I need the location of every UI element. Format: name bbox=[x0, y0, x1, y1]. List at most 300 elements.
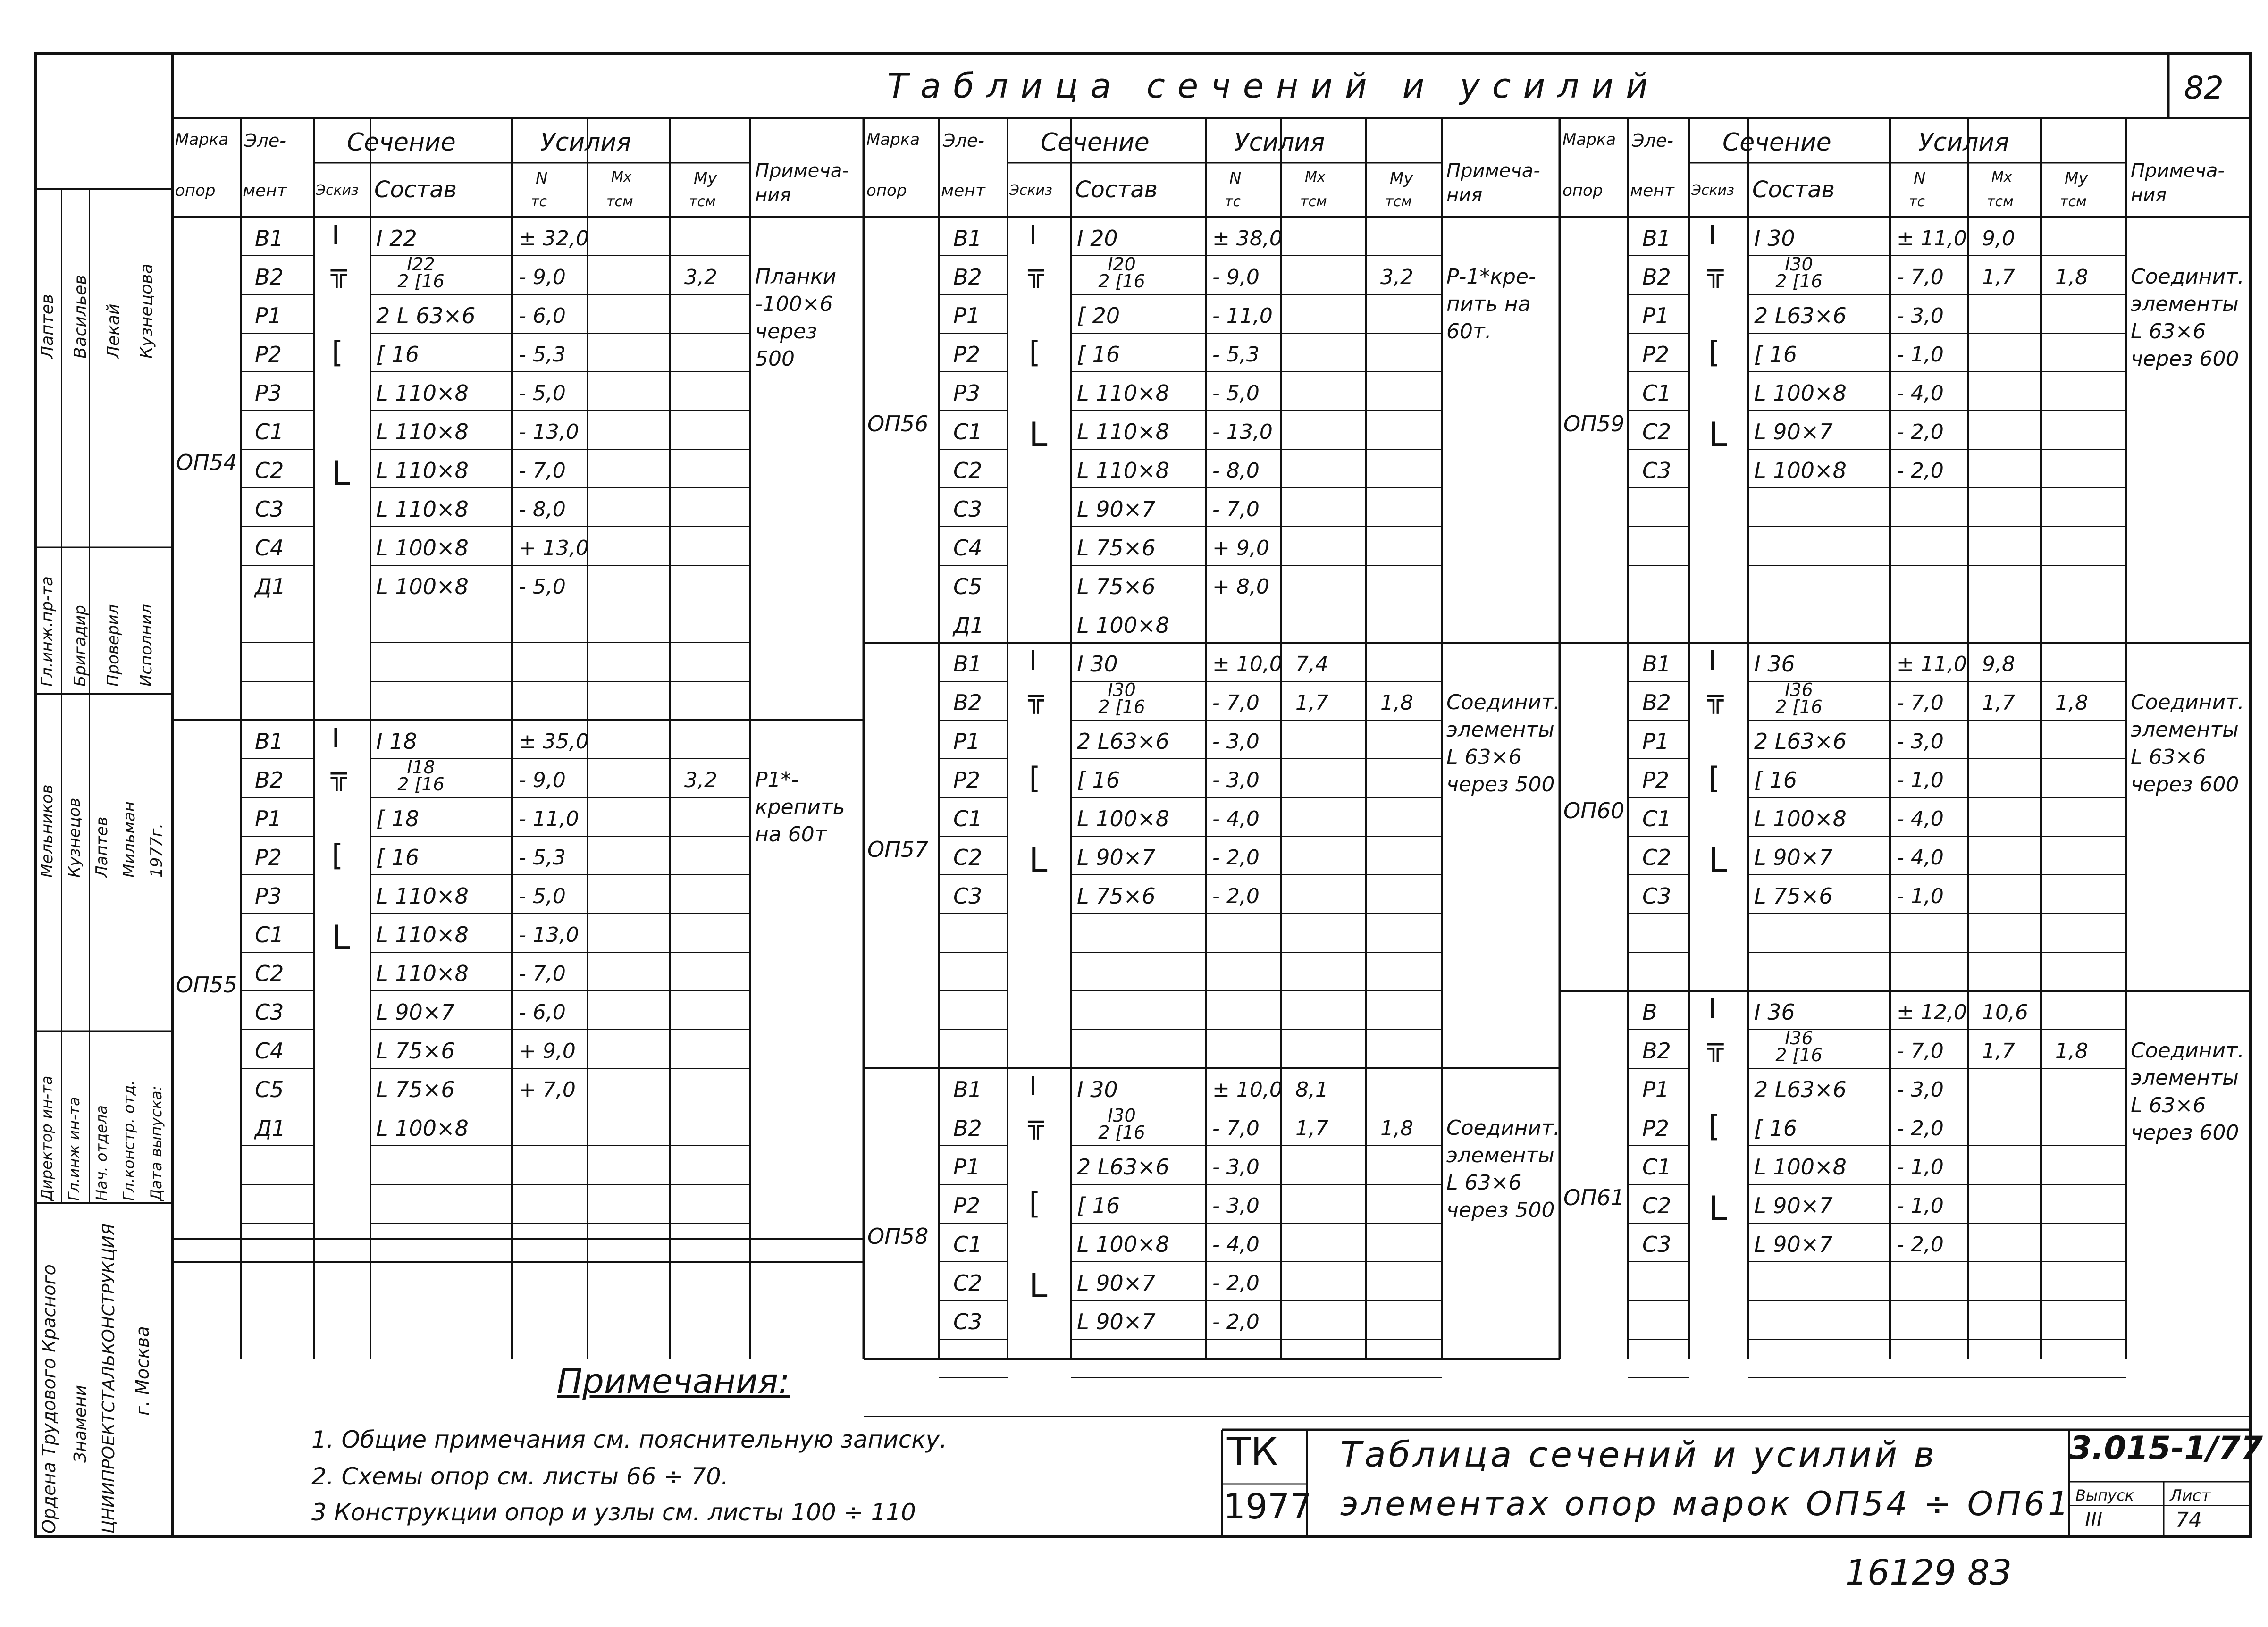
sketch-angle-icon: L bbox=[1708, 1189, 1727, 1228]
row-section: L 110×8 bbox=[376, 922, 469, 948]
row-section: L 90×7 bbox=[376, 999, 455, 1025]
header-composition: Состав bbox=[374, 176, 457, 203]
row-my: 1,8 bbox=[2055, 265, 2088, 289]
org-name: г. Москва bbox=[132, 1326, 153, 1416]
row-element: С4 bbox=[255, 1038, 284, 1064]
row-n: - 9,0 bbox=[519, 768, 566, 792]
row-n: ± 11,0 bbox=[1897, 652, 1967, 676]
row-n: - 5,0 bbox=[519, 381, 566, 405]
row-section: L 90×7 bbox=[1754, 845, 1833, 870]
row-n: + 7,0 bbox=[519, 1078, 576, 1102]
group-note: Планки -100×6 через 500 bbox=[755, 265, 837, 371]
row-element: С1 bbox=[1642, 380, 1672, 406]
sheet-title: Таблица сечений и усилий bbox=[887, 66, 1660, 106]
row-n: - 2,0 bbox=[1897, 1116, 1944, 1141]
sketch-i-beam-icon: I bbox=[332, 723, 340, 754]
row-n: - 1,0 bbox=[1897, 1194, 1944, 1218]
row-mx: 8,1 bbox=[1295, 1078, 1328, 1102]
sketch-i-beam-icon: I bbox=[1708, 646, 1717, 676]
header-mark: Марка bbox=[866, 130, 920, 149]
row-section: I 22 bbox=[376, 226, 417, 251]
row-n: - 3,0 bbox=[1897, 304, 1944, 328]
group-mark: ОП58 bbox=[867, 1224, 929, 1249]
row-section: I36 2 [16 bbox=[1775, 679, 1823, 717]
row-n: - 7,0 bbox=[1897, 691, 1944, 715]
header-mark: Марка bbox=[175, 130, 229, 149]
row-section: [ 16 bbox=[376, 845, 420, 870]
row-section: 2 L63×6 bbox=[1077, 1154, 1169, 1180]
row-n: - 7,0 bbox=[1897, 265, 1944, 289]
sketch-channel-icon: [ bbox=[1029, 761, 1041, 795]
row-element: С2 bbox=[953, 1270, 983, 1296]
row-section: I 36 bbox=[1754, 651, 1795, 677]
sketch-angle-icon: L bbox=[332, 918, 350, 957]
header-mark: Марка bbox=[1562, 130, 1616, 149]
row-n: - 4,0 bbox=[1212, 807, 1260, 831]
stamp-name: Мельников bbox=[38, 784, 57, 878]
row-section: L 75×6 bbox=[376, 1038, 455, 1064]
row-element: Д1 bbox=[255, 1115, 286, 1141]
group-mark: ОП56 bbox=[867, 411, 929, 436]
row-section: L 75×6 bbox=[1754, 883, 1833, 909]
row-n: - 2,0 bbox=[1212, 884, 1260, 908]
header-element: Эле- bbox=[943, 130, 984, 151]
sketch-compound-icon: ╦ bbox=[1028, 683, 1044, 714]
org-name: Знамени bbox=[71, 1385, 90, 1463]
header-sketch: Эскиз bbox=[1009, 182, 1053, 199]
row-element: С1 bbox=[255, 419, 284, 444]
row-section: L 100×8 bbox=[1077, 806, 1169, 831]
sketch-angle-icon: L bbox=[332, 454, 350, 493]
row-section: L 110×8 bbox=[376, 883, 469, 909]
row-section: 2 L63×6 bbox=[1754, 1077, 1847, 1102]
row-section: I20 2 [16 bbox=[1098, 254, 1145, 292]
stamp-role: Проверил bbox=[104, 604, 123, 687]
row-element: В1 bbox=[953, 1077, 982, 1102]
row-section: L 110×8 bbox=[376, 458, 469, 483]
stamp-name: 1977г. bbox=[147, 823, 166, 878]
row-n: - 7,0 bbox=[1212, 691, 1260, 715]
row-element: В2 bbox=[1642, 264, 1671, 290]
header-forces: Усилия bbox=[1234, 128, 1325, 157]
row-element: С3 bbox=[255, 496, 284, 522]
sketch-channel-icon: [ bbox=[1708, 761, 1720, 795]
row-n: - 6,0 bbox=[519, 1000, 566, 1024]
note-item-1: 1. Общие примечания см. пояснительную записку. bbox=[311, 1426, 947, 1453]
row-element: Д1 bbox=[255, 574, 286, 599]
row-n: - 5,3 bbox=[519, 343, 566, 367]
row-element: С3 bbox=[1642, 1232, 1672, 1257]
row-section: L 75×6 bbox=[1077, 535, 1156, 561]
sketch-channel-icon: [ bbox=[1029, 1186, 1041, 1221]
notes-title: Примечания: bbox=[557, 1361, 790, 1401]
row-section: [ 16 bbox=[1077, 1193, 1120, 1218]
header-section: Сечение bbox=[1722, 128, 1831, 157]
stamp-name: Лаптев bbox=[92, 816, 111, 878]
sketch-i-beam-icon: I bbox=[1029, 646, 1037, 676]
row-n: - 4,0 bbox=[1897, 807, 1944, 831]
row-element: С1 bbox=[953, 806, 983, 831]
row-element: С2 bbox=[1642, 845, 1672, 870]
row-section: [ 16 bbox=[1077, 342, 1120, 367]
row-n: + 8,0 bbox=[1212, 575, 1269, 599]
row-element: С3 bbox=[1642, 883, 1672, 909]
row-n: - 11,0 bbox=[1212, 304, 1273, 328]
header-element: Эле- bbox=[244, 130, 286, 151]
row-mx: 1,7 bbox=[1982, 265, 2015, 289]
group-mark: ОП59 bbox=[1563, 411, 1625, 436]
row-mx: 1,7 bbox=[1982, 1039, 2015, 1063]
row-section: [ 16 bbox=[1077, 767, 1120, 793]
row-my: 3,2 bbox=[684, 265, 717, 289]
row-section: I30 2 [16 bbox=[1775, 254, 1823, 292]
group-note: Р-1*кре-пить на 60т. bbox=[1446, 265, 1536, 344]
row-element: Р2 bbox=[1642, 342, 1670, 367]
stamp-role: Исполнил bbox=[137, 604, 156, 687]
row-section: L 75×6 bbox=[1077, 883, 1156, 909]
row-n: - 8,0 bbox=[519, 497, 566, 521]
sketch-channel-icon: [ bbox=[1708, 1109, 1720, 1143]
sketch-angle-icon: L bbox=[1029, 841, 1048, 880]
header-section: Сечение bbox=[347, 128, 456, 157]
sketch-compound-icon: ╦ bbox=[1707, 1032, 1724, 1062]
row-element: Р3 bbox=[255, 883, 282, 909]
row-section: [ 16 bbox=[1754, 767, 1798, 793]
row-element: Р1 bbox=[953, 1154, 981, 1180]
row-mx: 9,8 bbox=[1982, 652, 2015, 676]
header-n: N bbox=[1229, 169, 1242, 188]
row-n: - 2,0 bbox=[1897, 420, 1944, 444]
header-n: тс bbox=[531, 193, 547, 210]
note-item-3: 3 Конструкции опор и узлы см. листы 100 ÷ 110 bbox=[311, 1499, 916, 1526]
sketch-compound-icon: ╦ bbox=[1707, 258, 1724, 288]
sketch-compound-icon: ╦ bbox=[331, 761, 347, 791]
row-my: 1,8 bbox=[2055, 691, 2088, 715]
group-mark: ОП61 bbox=[1563, 1185, 1625, 1210]
row-element: С1 bbox=[255, 922, 284, 948]
row-n: ± 32,0 bbox=[519, 226, 589, 251]
row-element: Р1 bbox=[255, 303, 282, 328]
row-n: - 4,0 bbox=[1897, 846, 1944, 870]
row-section: I 30 bbox=[1077, 1077, 1118, 1102]
row-my: 3,2 bbox=[684, 768, 717, 792]
header-mx: Mx bbox=[611, 169, 632, 185]
row-element: С1 bbox=[1642, 806, 1672, 831]
org-name: ЦНИИПРОЕКТСТАЛЬКОНСТРУКЦИЯ bbox=[99, 1224, 118, 1534]
row-element: В1 bbox=[953, 226, 982, 251]
header-my: My bbox=[694, 169, 717, 188]
sketch-angle-icon: L bbox=[1029, 1266, 1048, 1305]
row-section: [ 16 bbox=[1754, 1115, 1798, 1141]
header-mx: тсм bbox=[1987, 193, 2014, 210]
row-n: - 2,0 bbox=[1212, 1271, 1260, 1295]
row-section: L 100×8 bbox=[376, 574, 469, 599]
row-n: - 7,0 bbox=[1212, 497, 1260, 521]
row-n: + 13,0 bbox=[519, 536, 589, 560]
row-section: L 110×8 bbox=[376, 419, 469, 444]
header-my: тсм bbox=[1385, 193, 1412, 210]
row-section: L 100×8 bbox=[376, 1115, 469, 1141]
stamp-role: Директор ин-та bbox=[38, 1075, 56, 1201]
row-section: I 30 bbox=[1754, 226, 1795, 251]
stamp-role: Гл.инж.пр-та bbox=[38, 576, 57, 687]
row-n: - 4,0 bbox=[1897, 381, 1944, 405]
row-element: С1 bbox=[1642, 1154, 1672, 1180]
row-element: Р1 bbox=[953, 303, 981, 328]
row-element: С2 bbox=[255, 458, 284, 483]
row-section: [ 18 bbox=[376, 806, 420, 831]
row-section: L 100×8 bbox=[376, 535, 469, 561]
row-n: - 5,0 bbox=[1212, 381, 1260, 405]
group-note: Соединит. элементы L 63×6 через 500 bbox=[1446, 1116, 1560, 1223]
row-n: - 1,0 bbox=[1897, 1155, 1944, 1179]
row-n: - 7,0 bbox=[1897, 1039, 1944, 1063]
stamp-name: Кузнецова bbox=[137, 263, 156, 359]
row-section: I 30 bbox=[1077, 651, 1118, 677]
row-element: В1 bbox=[1642, 226, 1671, 251]
row-mx: 1,7 bbox=[1295, 691, 1328, 715]
sketch-channel-icon: [ bbox=[1029, 335, 1041, 369]
row-element: С5 bbox=[953, 574, 983, 599]
note-item-2: 2. Схемы опор см. листы 66 ÷ 70. bbox=[311, 1463, 729, 1490]
sketch-i-beam-icon: I bbox=[1708, 220, 1717, 251]
row-element: Р2 bbox=[953, 767, 981, 793]
row-n: - 7,0 bbox=[519, 962, 566, 986]
org-name: Ордена Трудового Красного bbox=[39, 1264, 59, 1534]
footer-number: 16129 83 bbox=[1845, 1552, 2012, 1593]
row-section: I36 2 [16 bbox=[1775, 1028, 1823, 1065]
header-sketch: Эскиз bbox=[316, 182, 359, 199]
row-element: Р2 bbox=[953, 342, 981, 367]
row-n: ± 38,0 bbox=[1212, 226, 1283, 251]
header-n: тс bbox=[1225, 193, 1241, 210]
row-section: L 90×7 bbox=[1754, 1193, 1833, 1218]
row-section: I 36 bbox=[1754, 999, 1795, 1025]
stamp-role: Нач. отдела bbox=[92, 1105, 110, 1201]
row-n: ± 10,0 bbox=[1212, 652, 1283, 676]
row-n: - 8,0 bbox=[1212, 459, 1260, 483]
row-n: - 13,0 bbox=[519, 420, 579, 444]
row-element: С3 bbox=[255, 999, 284, 1025]
sketch-i-beam-icon: I bbox=[332, 220, 340, 251]
sheet-value: 74 bbox=[2176, 1508, 2202, 1532]
page-number: 82 bbox=[2184, 70, 2224, 106]
stamp-role: Дата выпуска: bbox=[147, 1085, 165, 1201]
row-section: L 90×7 bbox=[1077, 496, 1156, 522]
row-n: - 3,0 bbox=[1897, 730, 1944, 754]
row-element: В1 bbox=[255, 729, 284, 754]
row-element: В2 bbox=[255, 264, 284, 290]
header-n: N bbox=[1914, 169, 1926, 188]
header-my: тсм bbox=[689, 193, 716, 210]
row-element: В2 bbox=[953, 690, 982, 715]
row-element: Р1 bbox=[255, 806, 282, 831]
row-element: Д1 bbox=[953, 612, 984, 638]
group-mark: ОП55 bbox=[176, 972, 237, 998]
row-section: L 90×7 bbox=[1754, 419, 1833, 444]
row-section: 2 L63×6 bbox=[1754, 303, 1847, 328]
row-mx: 1,7 bbox=[1982, 691, 2015, 715]
row-n: - 2,0 bbox=[1212, 846, 1260, 870]
row-element: С5 bbox=[255, 1077, 284, 1102]
row-my: 1,8 bbox=[1380, 691, 1413, 715]
stamp-name: Кузнецов bbox=[65, 797, 84, 878]
sketch-channel-icon: [ bbox=[332, 335, 344, 369]
header-element: мент bbox=[941, 181, 985, 201]
row-section: L 100×8 bbox=[1754, 806, 1847, 831]
sketch-compound-icon: ╦ bbox=[1028, 1109, 1044, 1140]
row-n: - 9,0 bbox=[519, 265, 566, 289]
stamp-name: Мильман bbox=[120, 801, 139, 878]
row-my: 1,8 bbox=[1380, 1116, 1413, 1141]
row-n: - 2,0 bbox=[1212, 1310, 1260, 1334]
header-mx: Mx bbox=[1305, 169, 1326, 185]
stamp-name: Лекай bbox=[104, 303, 123, 359]
stamp-name: Лаптев bbox=[38, 294, 57, 359]
group-mark: ОП60 bbox=[1563, 798, 1625, 823]
row-mx: 1,7 bbox=[1295, 1116, 1328, 1141]
group-note: Соединит. элементы L 63×6 через 600 bbox=[2131, 1039, 2244, 1145]
row-section: L 110×8 bbox=[1077, 380, 1169, 406]
row-n: ± 10,0 bbox=[1212, 1078, 1283, 1102]
group-note: Р1*-крепить на 60т bbox=[755, 768, 845, 847]
row-element: В2 bbox=[953, 1115, 982, 1141]
row-section: I18 2 [16 bbox=[397, 757, 445, 795]
sketch-compound-icon: ╦ bbox=[1707, 683, 1724, 714]
row-element: С2 bbox=[1642, 419, 1672, 444]
row-element: Р3 bbox=[953, 380, 981, 406]
row-n: - 5,0 bbox=[519, 884, 566, 908]
row-mx: 7,4 bbox=[1295, 652, 1328, 676]
issue-label: Выпуск bbox=[2075, 1486, 2134, 1504]
title-line-2: элементах опор марок ОП54 ÷ ОП61 bbox=[1340, 1484, 2072, 1523]
row-section: I 20 bbox=[1077, 226, 1118, 251]
sketch-i-beam-icon: I bbox=[1708, 994, 1717, 1024]
row-element: В2 bbox=[1642, 690, 1671, 715]
row-n: - 2,0 bbox=[1897, 459, 1944, 483]
row-section: [ 16 bbox=[376, 342, 420, 367]
row-section: L 75×6 bbox=[376, 1077, 455, 1102]
row-n: - 5,0 bbox=[519, 575, 566, 599]
row-element: Р1 bbox=[1642, 303, 1670, 328]
row-n: - 7,0 bbox=[1212, 1116, 1260, 1141]
row-element: Р2 bbox=[953, 1193, 981, 1218]
stamp-name: Васильев bbox=[71, 275, 90, 359]
row-section: L 110×8 bbox=[1077, 458, 1169, 483]
row-section: 2 L63×6 bbox=[1754, 729, 1847, 754]
row-element: В1 bbox=[1642, 651, 1671, 677]
stamp-role: Гл.констр. отд. bbox=[120, 1080, 138, 1201]
header-n: тс bbox=[1909, 193, 1925, 210]
header-my: тсм bbox=[2060, 193, 2087, 210]
row-section: L 100×8 bbox=[1754, 1154, 1847, 1180]
header-notes: Примеча-ния bbox=[2131, 160, 2225, 206]
row-element: С3 bbox=[953, 496, 983, 522]
row-n: - 5,3 bbox=[1212, 343, 1260, 367]
header-composition: Состав bbox=[1075, 176, 1158, 203]
row-element: Р1 bbox=[953, 729, 981, 754]
row-element: С2 bbox=[953, 845, 983, 870]
row-section: I30 2 [16 bbox=[1098, 1105, 1145, 1143]
row-element: Р2 bbox=[255, 342, 282, 367]
row-element: С2 bbox=[1642, 1193, 1672, 1218]
row-n: - 1,0 bbox=[1897, 768, 1944, 792]
sketch-i-beam-icon: I bbox=[1029, 1071, 1037, 1102]
row-element: С3 bbox=[953, 883, 983, 909]
header-mark: опор bbox=[1562, 181, 1603, 200]
row-element: С2 bbox=[255, 961, 284, 986]
row-element: В2 bbox=[1642, 1038, 1671, 1064]
row-n: ± 12,0 bbox=[1897, 1000, 1967, 1024]
row-n: - 7,0 bbox=[519, 459, 566, 483]
row-element: В2 bbox=[255, 767, 284, 793]
sketch-compound-icon: ╦ bbox=[331, 258, 347, 288]
row-section: L 110×8 bbox=[376, 496, 469, 522]
group-note: Соединит. элементы L 63×6 через 500 bbox=[1446, 690, 1560, 797]
row-element: С4 bbox=[255, 535, 284, 561]
row-n: - 3,0 bbox=[1897, 1078, 1944, 1102]
header-mx: тсм bbox=[606, 193, 633, 210]
row-section: L 90×7 bbox=[1077, 1309, 1156, 1334]
tk-label: ТК bbox=[1227, 1430, 1278, 1475]
header-sketch: Эскиз bbox=[1691, 182, 1735, 199]
sketch-angle-icon: L bbox=[1708, 415, 1727, 454]
row-n: - 1,0 bbox=[1897, 884, 1944, 908]
row-section: L 90×7 bbox=[1754, 1232, 1833, 1257]
row-section: I 18 bbox=[376, 729, 417, 754]
doc-code: 3.015-1/77 bbox=[2069, 1430, 2263, 1467]
sketch-channel-icon: [ bbox=[332, 838, 344, 872]
row-element: С2 bbox=[953, 458, 983, 483]
row-section: L 90×7 bbox=[1077, 1270, 1156, 1296]
row-element: С4 bbox=[953, 535, 983, 561]
row-section: I22 2 [16 bbox=[397, 254, 445, 292]
row-section: 2 L63×6 bbox=[1077, 729, 1169, 754]
row-section: L 100×8 bbox=[1077, 612, 1169, 638]
row-n: - 3,0 bbox=[1212, 1194, 1260, 1218]
row-section: L 90×7 bbox=[1077, 845, 1156, 870]
header-element: мент bbox=[243, 181, 287, 201]
header-mx: Mx bbox=[1991, 169, 2012, 185]
header-element: Эле- bbox=[1632, 130, 1673, 151]
header-mark: опор bbox=[175, 181, 216, 200]
header-my: My bbox=[2065, 169, 2088, 188]
row-my: 1,8 bbox=[2055, 1039, 2088, 1063]
header-mx: тсм bbox=[1300, 193, 1327, 210]
sketch-i-beam-icon: I bbox=[1029, 220, 1037, 251]
row-section: L 110×8 bbox=[376, 380, 469, 406]
row-section: L 75×6 bbox=[1077, 574, 1156, 599]
stamp-role: Гл.инж ин-та bbox=[65, 1097, 83, 1201]
row-n: - 3,0 bbox=[1212, 730, 1260, 754]
row-section: [ 20 bbox=[1077, 303, 1120, 328]
row-element: В2 bbox=[953, 264, 982, 290]
row-n: - 9,0 bbox=[1212, 265, 1260, 289]
row-element: С1 bbox=[953, 1232, 983, 1257]
row-mx: 9,0 bbox=[1982, 226, 2015, 251]
row-element: В1 bbox=[255, 226, 284, 251]
header-mark: опор bbox=[866, 181, 907, 200]
row-section: 2 L 63×6 bbox=[376, 303, 476, 328]
group-mark: ОП54 bbox=[176, 450, 237, 475]
header-forces: Усилия bbox=[540, 128, 631, 157]
row-n: - 5,3 bbox=[519, 846, 566, 870]
group-note: Соединит. элементы L 63×6 через 600 bbox=[2131, 265, 2244, 371]
row-element: С1 bbox=[953, 419, 983, 444]
row-n: - 6,0 bbox=[519, 304, 566, 328]
row-n: - 3,0 bbox=[1212, 768, 1260, 792]
row-n: - 4,0 bbox=[1212, 1233, 1260, 1257]
